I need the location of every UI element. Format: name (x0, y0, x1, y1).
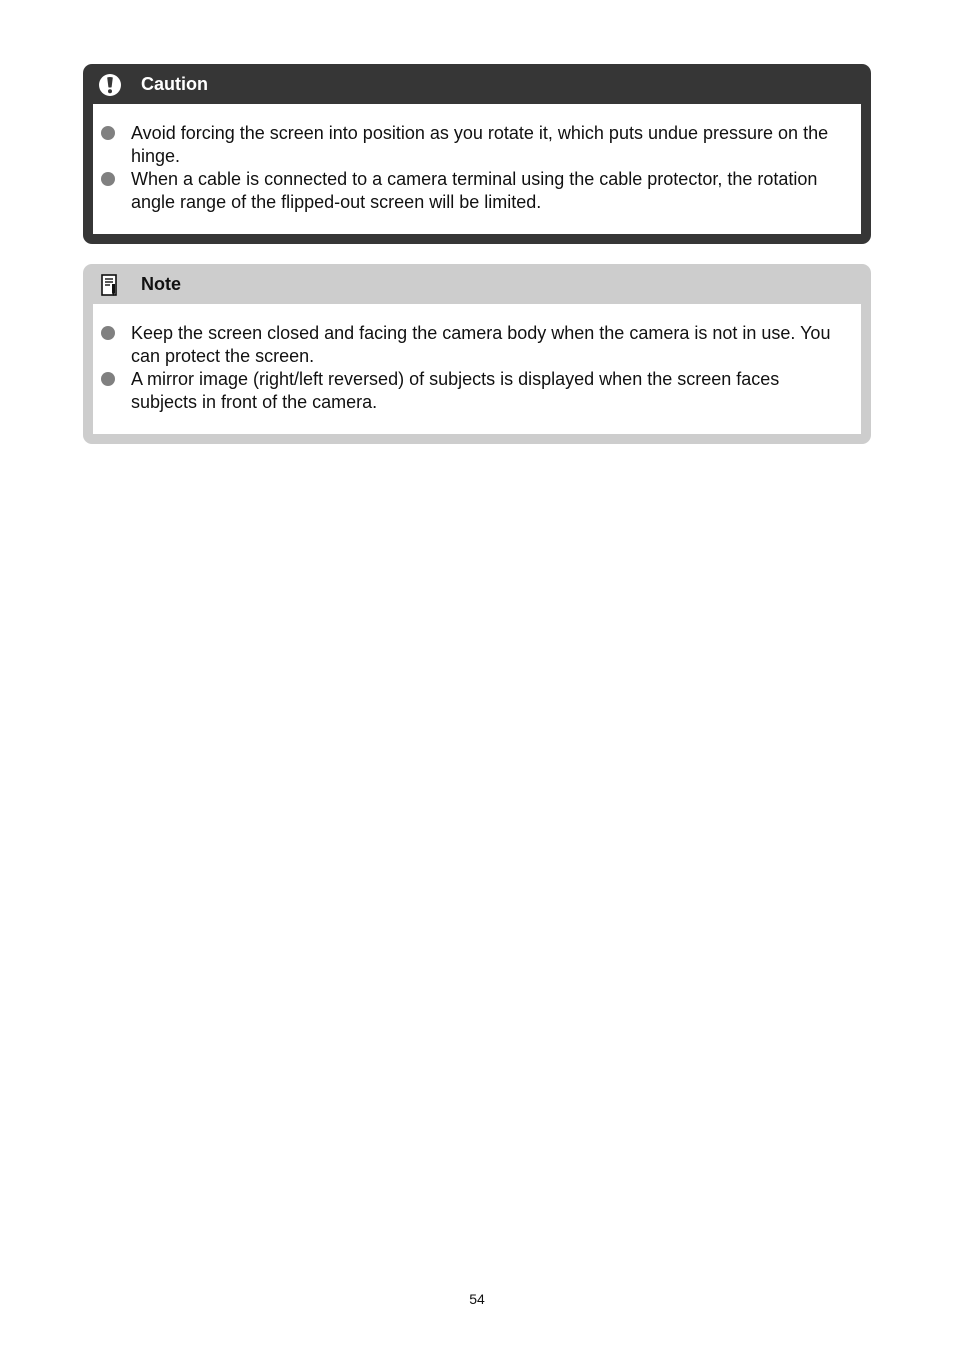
caution-header (93, 64, 861, 104)
caution-list (101, 122, 847, 214)
note-icon (98, 273, 122, 297)
note-item (101, 322, 847, 368)
note-body (93, 304, 861, 434)
bullet-icon (101, 326, 115, 340)
caution-item-text: Avoid forcing the screen into position as you rotate it, which puts undue pressure on the hinge. (131, 123, 829, 166)
note-item-text: A mirror image (right/left reversed) of subjects is displayed when the screen faces subjects in front of the camera. (131, 369, 780, 412)
bullet-icon (101, 172, 115, 186)
caution-item (101, 168, 847, 214)
note-item (101, 368, 847, 414)
caution-icon (98, 73, 122, 97)
bullet-icon (101, 372, 115, 386)
note-item-text: Keep the screen closed and facing the camera body when the camera is not in use. You can protect the screen. (131, 323, 831, 366)
caution-item-text: When a cable is connected to a camera terminal using the cable protector, the rotation angle range of the flipped-out screen will be limited. (131, 169, 818, 212)
bullet-icon (101, 126, 115, 140)
caution-title: Caution (141, 74, 208, 94)
caution-body (93, 104, 861, 234)
note-title: Note (141, 274, 181, 294)
note-header (93, 264, 861, 304)
caution-item (101, 122, 847, 168)
page-number: 54 (469, 1291, 485, 1307)
note-list (101, 322, 847, 414)
note-box (83, 264, 871, 444)
caution-box (83, 64, 871, 244)
